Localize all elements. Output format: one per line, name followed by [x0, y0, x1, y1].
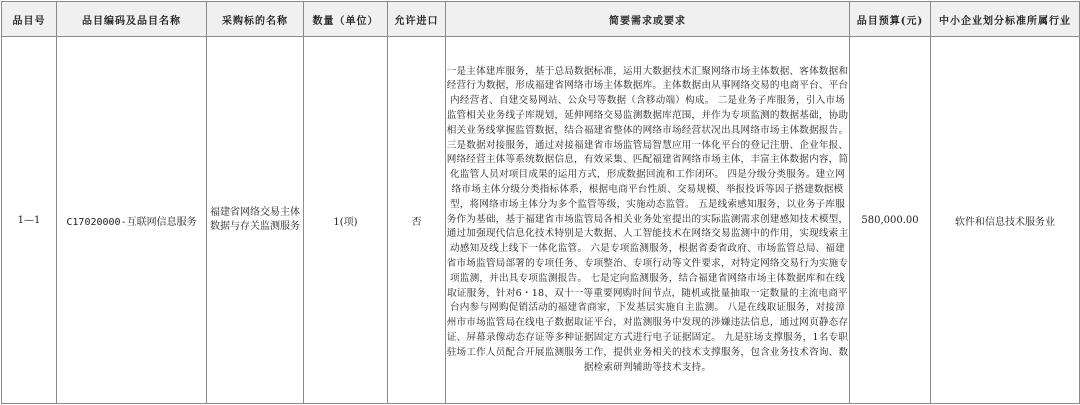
- cell-industry: 软件和信息技术服务业: [931, 37, 1080, 404]
- header-item-no: 品目号: [2, 2, 57, 37]
- table-body: [2, 37, 1080, 404]
- cell-budget: 580,000.00: [850, 37, 931, 404]
- header-item-code-name: 品目编码及品目名称: [57, 2, 207, 37]
- table-row: [2, 37, 1080, 404]
- header-requirements: 简要需求或要求: [446, 2, 850, 37]
- cell-requirements: 一是主体建库服务，基于总局数据标准，运用大数据技术汇聚网络市场主体数据、客体数据和经营行为数据，形成福建省网络市场主体数据库。主体数据由从事网络交易的电商平台、平台内经营者、自建交易网站、公众号等数据（含移动端）构成。 二是业务子库服务，引入市场监管相关业务线子库规划，延伸网络交易监测数据库范围，并作为专项监测的数据基础，协助相关业务线掌握监管数据，结合福建省整体的网络市场经营状况出具网络市场主体数据报告。 三是数据对接服务，通过对接福建省市场监管局智慧应用一体化平台的登记注册、企业年报、网络经营主体等系统数据信息，有效采集、匹配福建省网络市场主体，丰富主体数据内容，简化监管人员对项目成果的运用方式，形成数据回流和工作闭环。 四是分级分类服务。建立网络市场主体分级分类指标体系，根据电商平台性质、交易规模、举报投诉等因子搭建数据模型，将网络市场主体分为多个监管等级，实施动态监管。 五是线索感知服务，以业务子库服务作为基础，基于福建省市场监管局各相关业务处室提出的实际监测需求创建感知技术模型，通过加强现代信息化技术特别是大数据、人工智能技术在网络交易监测中的作用，实现线索主动感知及线上线下一体化监管。 六是专项监测服务，根据省委省政府、市场监管总局、福建省市场监管局部署的专项任务、专项整治、专项行动等文件要求，对特定网络交易行为实施专项监测，并出具专项监测报告。 七是定向监测服务，结合福建省网络市场主体数据库和在线取证服务，针对6・18、双十一等重要网购时间节点，随机或批量抽取一定数量的主流电商平台内参与网购促销活动的福建省商家，下发基层实施自主监测。 八是在线取证服务，对接漳州市市场监管局在线电子数据取证平台，对监测服务中发现的涉嫌违法信息，通过网页静态存证、屏幕录像动态存证等多种证据固定方式进行电子证据固定。 九是驻场支撑服务，1名专职驻场工作人员配合开展监测服务工作，提供业务相关的技术支撑服务，包含业务技术咨询、数据检索研判辅助等技术支持。: [446, 37, 850, 404]
- header-project-name: 采购标的名称: [207, 2, 304, 37]
- cell-quantity: 1(项): [304, 37, 388, 404]
- header-budget: 品目预算(元): [850, 2, 931, 37]
- header-industry: 中小企业划分标准所属行业: [931, 2, 1080, 37]
- table-header: [2, 2, 1080, 37]
- cell-project-name: 福建省网络交易主体数据与存关监测服务: [207, 37, 304, 404]
- header-row: [2, 2, 1080, 37]
- cell-item-no: 1—1: [2, 37, 57, 404]
- procurement-table: [1, 1, 1080, 404]
- header-quantity: 数量（单位）: [304, 2, 388, 37]
- cell-import: 否: [388, 37, 446, 404]
- cell-item-code-name: C17020000-互联网信息服务: [57, 37, 207, 404]
- header-import: 允许进口: [388, 2, 446, 37]
